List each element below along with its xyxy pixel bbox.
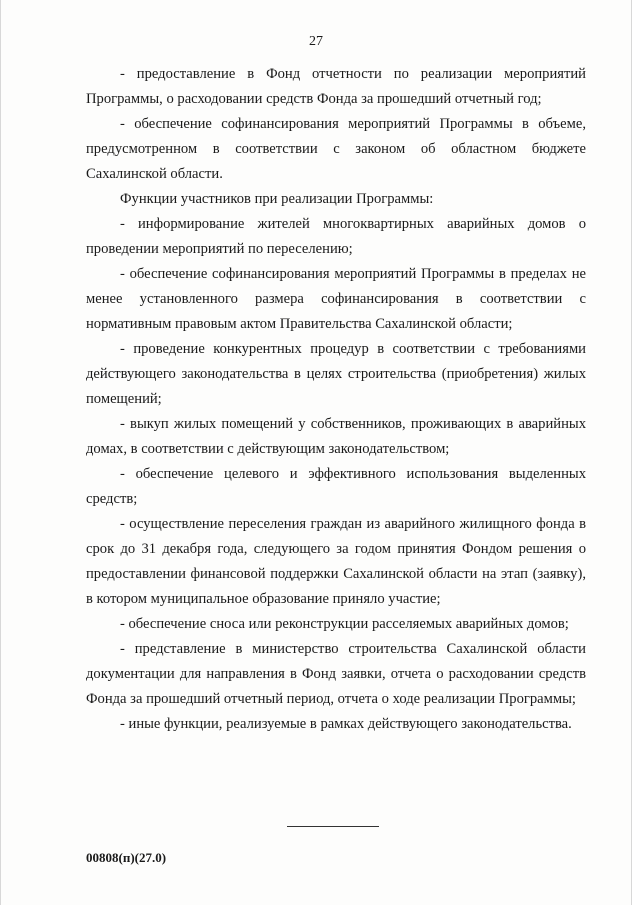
body-text — [86, 62, 586, 737]
page-number: 27 — [309, 34, 323, 49]
paragraph: - обеспечение софинансирования мероприятий Программы в объеме, предусмотренном в соответствии с законом об областном бюджете Сахалинской области. — [86, 116, 586, 182]
list-item: - выкуп жилых помещений у собственников, проживающих в аварийных домах, в соответствии с действующим законодательством; — [86, 416, 586, 457]
list-item: - осуществление переселения граждан из аварийного жилищного фонда в срок до 31 декабря года, следующего за годом принятия Фондом решения о предоставлении финансовой поддержки Сахалинской области на этап (заявку), в котором муниципальное образование приняло участие; — [86, 516, 586, 607]
document-code: 00808(п)(27.0) — [86, 850, 167, 865]
section-heading: Функции участников при реализации Программы: — [120, 191, 434, 207]
list-item: - обеспечение сноса или реконструкции расселяемых аварийных домов; — [120, 616, 569, 632]
footer-divider — [287, 826, 379, 827]
paragraph: - предоставление в Фонд отчетности по реализации мероприятий Программы, о расходовании средств Фонда за прошедший отчетный год; — [86, 66, 586, 107]
list-item: - проведение конкурентных процедур в соответствии с требованиями действующего законодательства в целях строительства (приобретения) жилых помещений; — [86, 341, 586, 407]
scan-edge-left — [0, 0, 1, 905]
list-item: - информирование жителей многоквартирных аварийных домов о проведении мероприятий по переселению; — [86, 216, 586, 257]
list-item: - обеспечение целевого и эффективного использования выделенных средств; — [86, 466, 586, 507]
list-item: - обеспечение софинансирования мероприятий Программы в пределах не менее установленного размера софинансирования в соответствии с нормативным правовым актом Правительства Сахалинской области; — [86, 266, 586, 332]
list-item: - иные функции, реализуемые в рамках действующего законодательства. — [120, 716, 572, 732]
list-item: - представление в министерство строительства Сахалинской области документации для направления в Фонд заявки, отчета о расходовании средств Фонда за прошедший отчетный период, отчета о ходе реализации Программы; — [86, 641, 586, 707]
